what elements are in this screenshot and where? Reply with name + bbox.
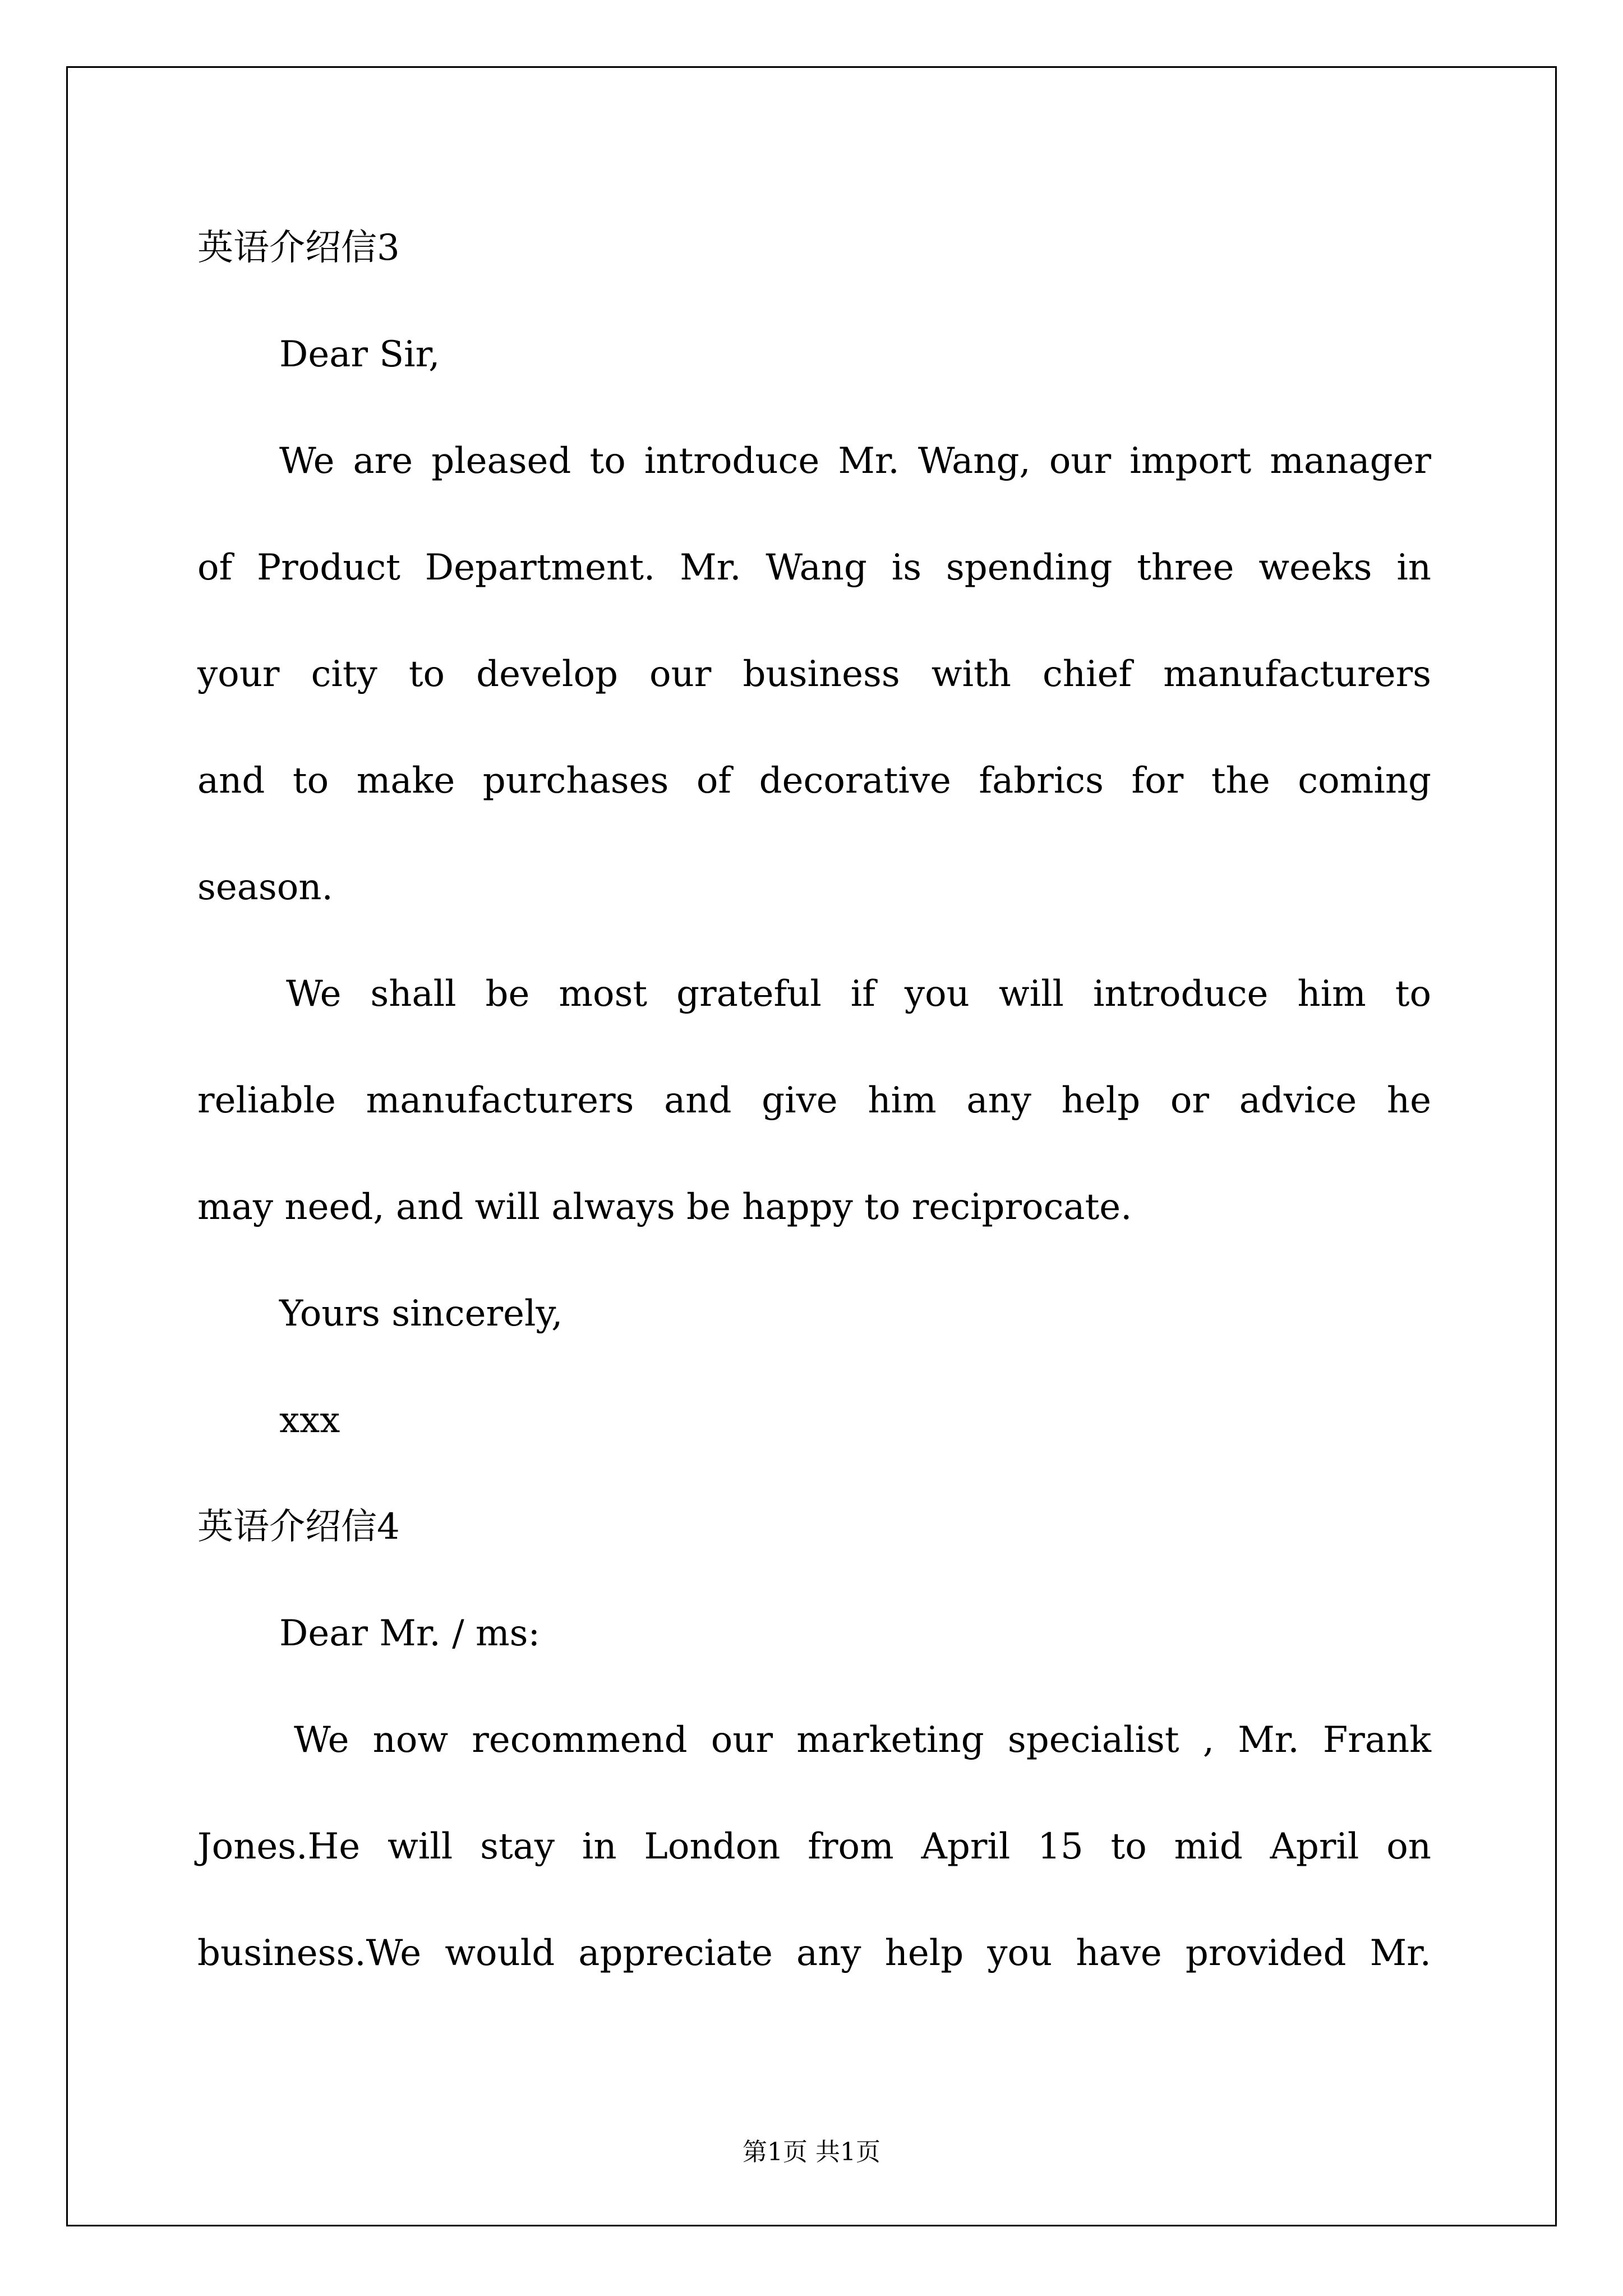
paragraph-line: We shall be most grateful if you will introduce him to: [286, 973, 1431, 1015]
closing: Yours sincerely,: [279, 1293, 563, 1335]
paragraph-line: We are pleased to introduce Mr. Wang, our import manager: [279, 440, 1431, 482]
paragraph-line: season.: [197, 867, 333, 908]
signature: xxx: [279, 1400, 340, 1441]
salutation: Dear Mr. / ms:: [279, 1613, 541, 1654]
paragraph-line: and to make purchases of decorative fabrics for the coming: [197, 760, 1431, 802]
section-heading: 英语介绍信3: [197, 227, 400, 269]
page-footer: 第1页 共1页: [743, 2138, 880, 2166]
paragraph-line: your city to develop our business with chief manufacturers: [197, 654, 1431, 695]
paragraph-line: of Product Department. Mr. Wang is spending three weeks in: [197, 547, 1431, 588]
paragraph-line: Jones.He will stay in London from April 15 to mid April on: [197, 1826, 1431, 1867]
paragraph-line: We now recommend our marketing specialist , Mr. Frank: [294, 1719, 1431, 1761]
section-heading: 英语介绍信4: [197, 1506, 400, 1548]
paragraph-line: may need, and will always be happy to reciprocate.: [197, 1186, 1132, 1228]
paragraph-line: reliable manufacturers and give him any help or advice he: [197, 1080, 1431, 1121]
salutation: Dear Sir,: [279, 334, 440, 375]
page-border: [66, 66, 1557, 2226]
paragraph-line: business.We would appreciate any help you have provided Mr.: [197, 1932, 1431, 1974]
